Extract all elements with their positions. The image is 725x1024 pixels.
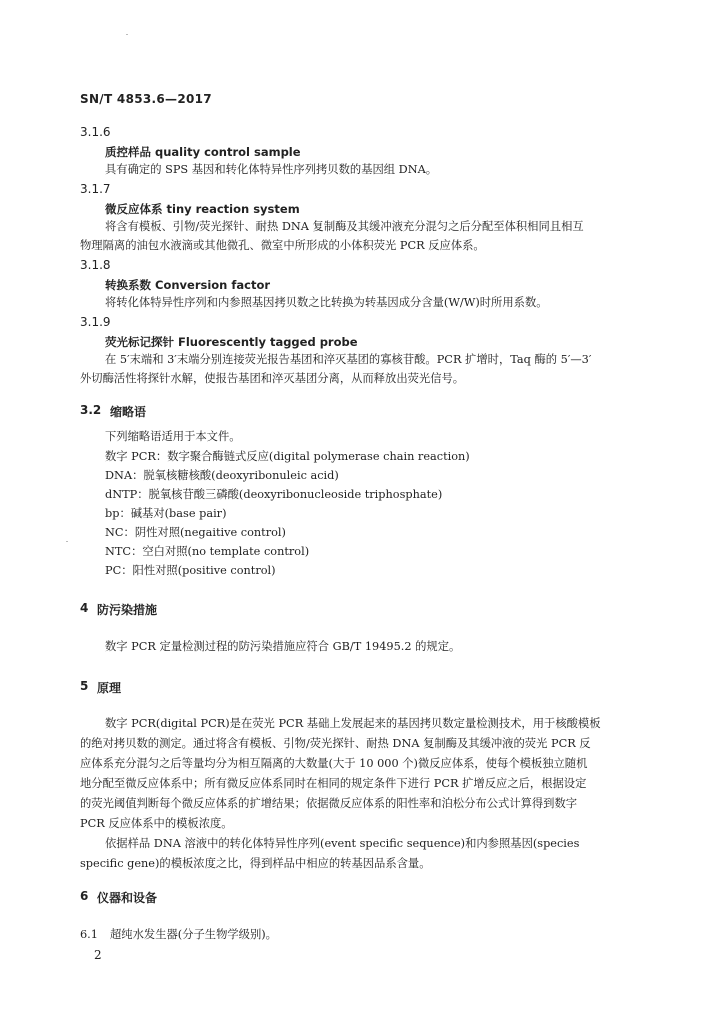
principle-paragraph1-line: 的荧光阈值判断每个微反应体系的扩增结果；依据微反应体系的阳性率和泊松分布公式计算得到数字 [80, 797, 578, 810]
definition-3-1-7-line1: 将含有模板、引物/荧光探针、耐热 DNA 复制酶及其缓冲液充分混匀之后分配至体积相同且相互 [105, 220, 584, 233]
section-title-principle: 原理 [97, 681, 122, 695]
scan-speck [66, 541, 68, 542]
section-title-anti-contamination: 防污染措施 [97, 603, 158, 617]
abbreviations-intro: 下列缩略语适用于本文件。 [105, 430, 241, 443]
abbreviation-item: DNA：脱氧核糖核酸(deoxyribonuleic acid) [105, 469, 339, 482]
abbreviation-item: dNTP：脱氧核苷酸三磷酸(deoxyribonucleoside triphosphate) [105, 488, 443, 501]
scan-speck [126, 34, 128, 35]
anti-contamination-text: 数字 PCR 定量检测过程的防污染措施应符合 GB/T 19495.2 的规定。 [105, 640, 461, 653]
section-title-abbreviations: 缩略语 [110, 405, 147, 419]
clause-number-3-1-6: 3.1.6 [80, 125, 111, 139]
abbreviation-item: 数字 PCR：数字聚合酶链式反应(digital polymerase chain reaction) [105, 450, 470, 463]
clause-number-3-1-9: 3.1.9 [80, 315, 111, 329]
principle-paragraph1-line: 地分配至微反应体系中；所有微反应体系同时在相同的规定条件下进行 PCR 扩增反应之后，根据设定 [80, 777, 587, 790]
instrument-item-6-1: 超纯水发生器(分子生物学级别)。 [110, 928, 277, 941]
abbreviation-item: bp：碱基对(base pair) [105, 507, 227, 520]
section-number-4: 4 [80, 601, 89, 615]
principle-paragraph1-line: 数字 PCR(digital PCR)是在荧光 PCR 基础上发展起来的基因拷贝数定量检测技术，用于核酸模板 [105, 717, 601, 730]
page-number: 2 [94, 948, 102, 962]
principle-paragraph1-line: 的绝对拷贝数的测定。通过将含有模板、引物/荧光探针、耐热 DNA 复制酶及其缓冲液的荧光 PCR 反 [80, 737, 591, 750]
definition-3-1-9-line2: 外切酶活性将探针水解，使报告基团和淬灭基团分离，从而释放出荧光信号。 [80, 372, 465, 385]
term-3-1-9: 荧光标记探针 Fluorescently tagged probe [105, 335, 358, 349]
principle-paragraph2-line: 依据样品 DNA 溶液中的转化体特异性序列(event specific sequence)和内参照基因(species [105, 837, 580, 850]
definition-3-1-8: 将转化体特异性序列和内参照基因拷贝数之比转换为转基因成分含量(W/W)时所用系数。 [105, 296, 548, 309]
term-3-1-7: 微反应体系 tiny reaction system [105, 202, 300, 216]
principle-paragraph2-line: specific gene)的模板浓度之比，得到样品中相应的转基因品系含量。 [80, 857, 431, 870]
clause-number-3-1-7: 3.1.7 [80, 182, 111, 196]
section-title-instruments: 仪器和设备 [97, 891, 158, 905]
principle-paragraph1-line: PCR 反应体系中的模板浓度。 [80, 817, 233, 830]
abbreviation-item: PC：阳性对照(positive control) [105, 564, 276, 577]
section-number-5: 5 [80, 679, 89, 693]
abbreviation-item: NTC：空白对照(no template control) [105, 545, 310, 558]
principle-paragraph1-line: 应体系充分混匀之后等量均分为相互隔离的大数量(大于 10 000 个)微反应体系，使每个模板独立随机 [80, 757, 588, 770]
definition-3-1-9-line1: 在 5′末端和 3′末端分别连接荧光报告基团和淬灭基团的寡核苷酸。PCR 扩增时，Taq 酶的 5′—3′ [105, 353, 592, 366]
clause-number-6-1: 6.1 [80, 928, 98, 941]
definition-3-1-6: 具有确定的 SPS 基因和转化体特异性序列拷贝数的基因组 DNA。 [105, 163, 438, 176]
clause-number-3-1-8: 3.1.8 [80, 258, 111, 272]
term-3-1-8: 转换系数 Conversion factor [105, 278, 271, 292]
term-3-1-6: 质控样品 quality control sample [105, 145, 301, 159]
section-number-3-2: 3.2 [80, 403, 102, 417]
section-number-6: 6 [80, 889, 89, 903]
definition-3-1-7-line2: 物理隔离的油包水液滴或其他微孔、微室中所形成的小体积荧光 PCR 反应体系。 [80, 239, 485, 252]
standard-number-header: SN/T 4853.6—2017 [80, 92, 212, 106]
abbreviation-item: NC：阴性对照(negaitive control) [105, 526, 286, 539]
